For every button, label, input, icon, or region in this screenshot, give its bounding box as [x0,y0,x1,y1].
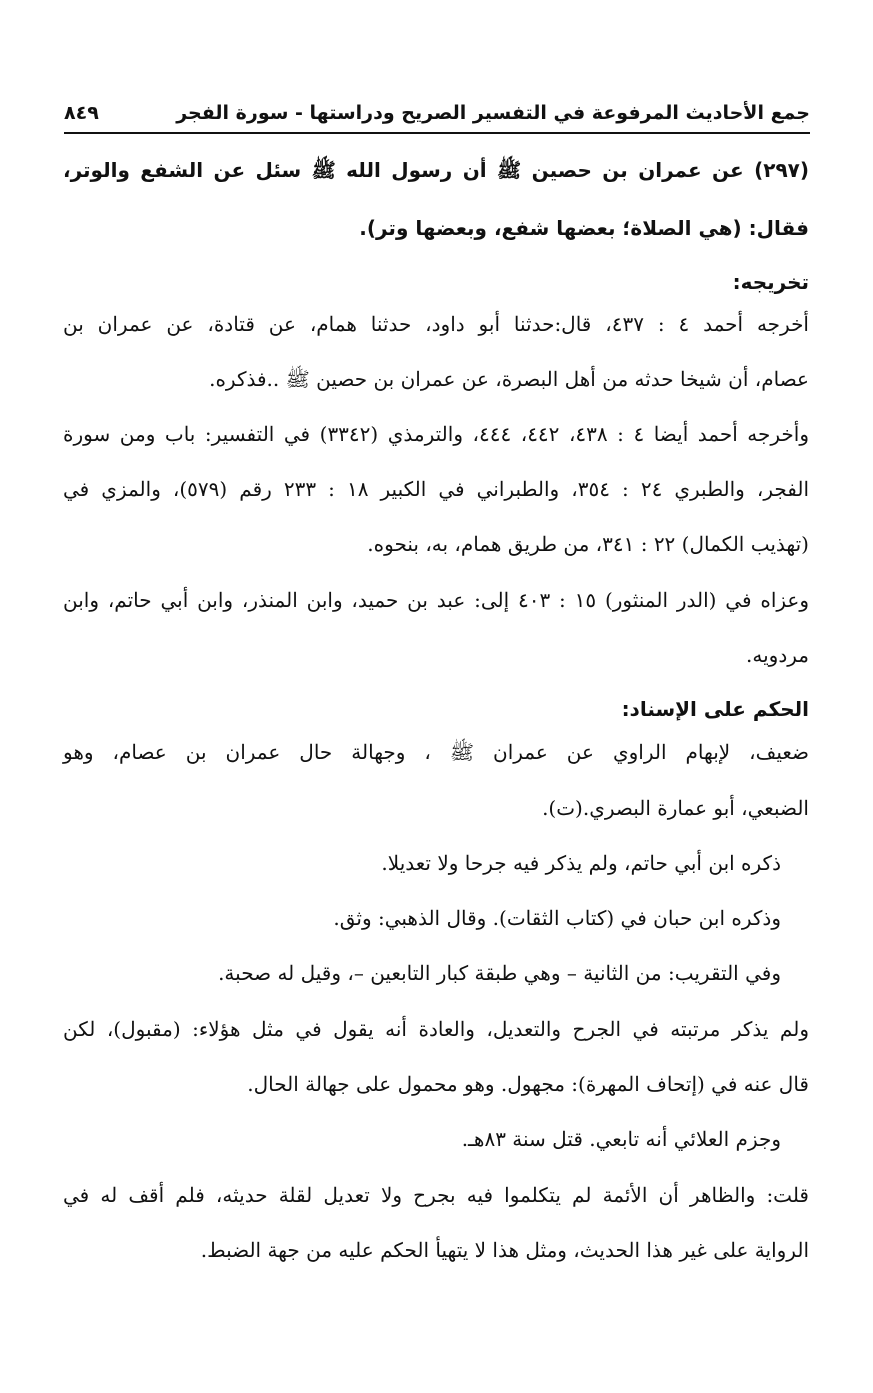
page-number: ٨٤٩ [64,102,99,124]
hukm-line: ولم يذكر مرتبته في الجرح والتعديل، والعادة أنه يقول في مثل هؤلاء: (مقبول)، لكن [63,1017,809,1041]
hukm-line: قلت: والظاهر أن الأئمة لم يتكلموا فيه بجرح ولا تعديل لقلة حديثه، فلم أقف له في [63,1183,809,1207]
hukm-line: الرواية على غير هذا الحديث، ومثل هذا لا يتهيأ الحكم عليه من جهة الضبط. [200,1238,809,1262]
hadith-text-line-2: فقال: (هي الصلاة؛ بعضها شفع، وبعضها وتر). [359,216,809,240]
takhrij-line: وأخرجه أحمد أيضا ٤ : ٤٣٨، ٤٤٢، ٤٤٤، والترمذي (٣٣٤٢) في التفسير: باب ومن سورة [63,422,810,446]
takhrij-line: مردويه. [746,643,809,667]
takhrij-heading: تخريجه: [732,270,809,294]
hukm-line: وجزم العلائي أنه تابعي. قتل سنة ٨٣هـ. [461,1127,781,1151]
hukm-line: ضعيف، لإبهام الراوي عن عمران ﷺ ، وجهالة حال عمران بن عصام، وهو [63,740,809,764]
hukm-line: الضبعي، أبو عمارة البصري.(ت). [542,796,809,820]
running-header [64,98,810,134]
hukm-line: وذكره ابن حبان في (كتاب الثقات). وقال الذهبي: وثق. [333,906,781,930]
takhrij-line: وعزاه في (الدر المنثور) ١٥ : ٤٠٣ إلى: عبد بن حميد، وابن المنذر، وابن أبي حاتم، وابن [63,588,810,612]
hukm-line: وفي التقريب: من الثانية – وهي طبقة كبار التابعين –، وقيل له صحبة. [218,961,781,985]
takhrij-line: أخرجه أحمد ٤ : ٤٣٧، قال:حدثنا أبو داود، حدثنا همام، عن قتادة، عن عمران بن [63,312,809,336]
takhrij-line: عصام، أن شيخا حدثه من أهل البصرة، عن عمران بن حصين ﷺ ..فذكره. [209,367,809,391]
hadith-text-line-1: (٢٩٧) عن عمران بن حصين ﷺ أن رسول الله ﷺ سئل عن الشفع والوتر، [63,158,809,182]
hukm-line: ذكره ابن أبي حاتم، ولم يذكر فيه جرحا ولا تعديلا. [381,851,781,875]
hukm-line: قال عنه في (إتحاف المهرة): مجهول. وهو محمول على جهالة الحال. [247,1072,809,1096]
hukm-heading: الحكم على الإسناد: [621,697,809,721]
takhrij-line: (تهذيب الكمال) ٢٢ : ٣٤١، من طريق همام، به، بنحوه. [367,532,809,556]
takhrij-line: الفجر، والطبري ٢٤ : ٣٥٤، والطبراني في الكبير ١٨ : ٢٣٣ رقم (٥٧٩)، والمزي في [63,477,810,501]
running-header-title: جمع الأحاديث المرفوعة في التفسير الصريح ودراستها - سورة الفجر [176,102,810,124]
